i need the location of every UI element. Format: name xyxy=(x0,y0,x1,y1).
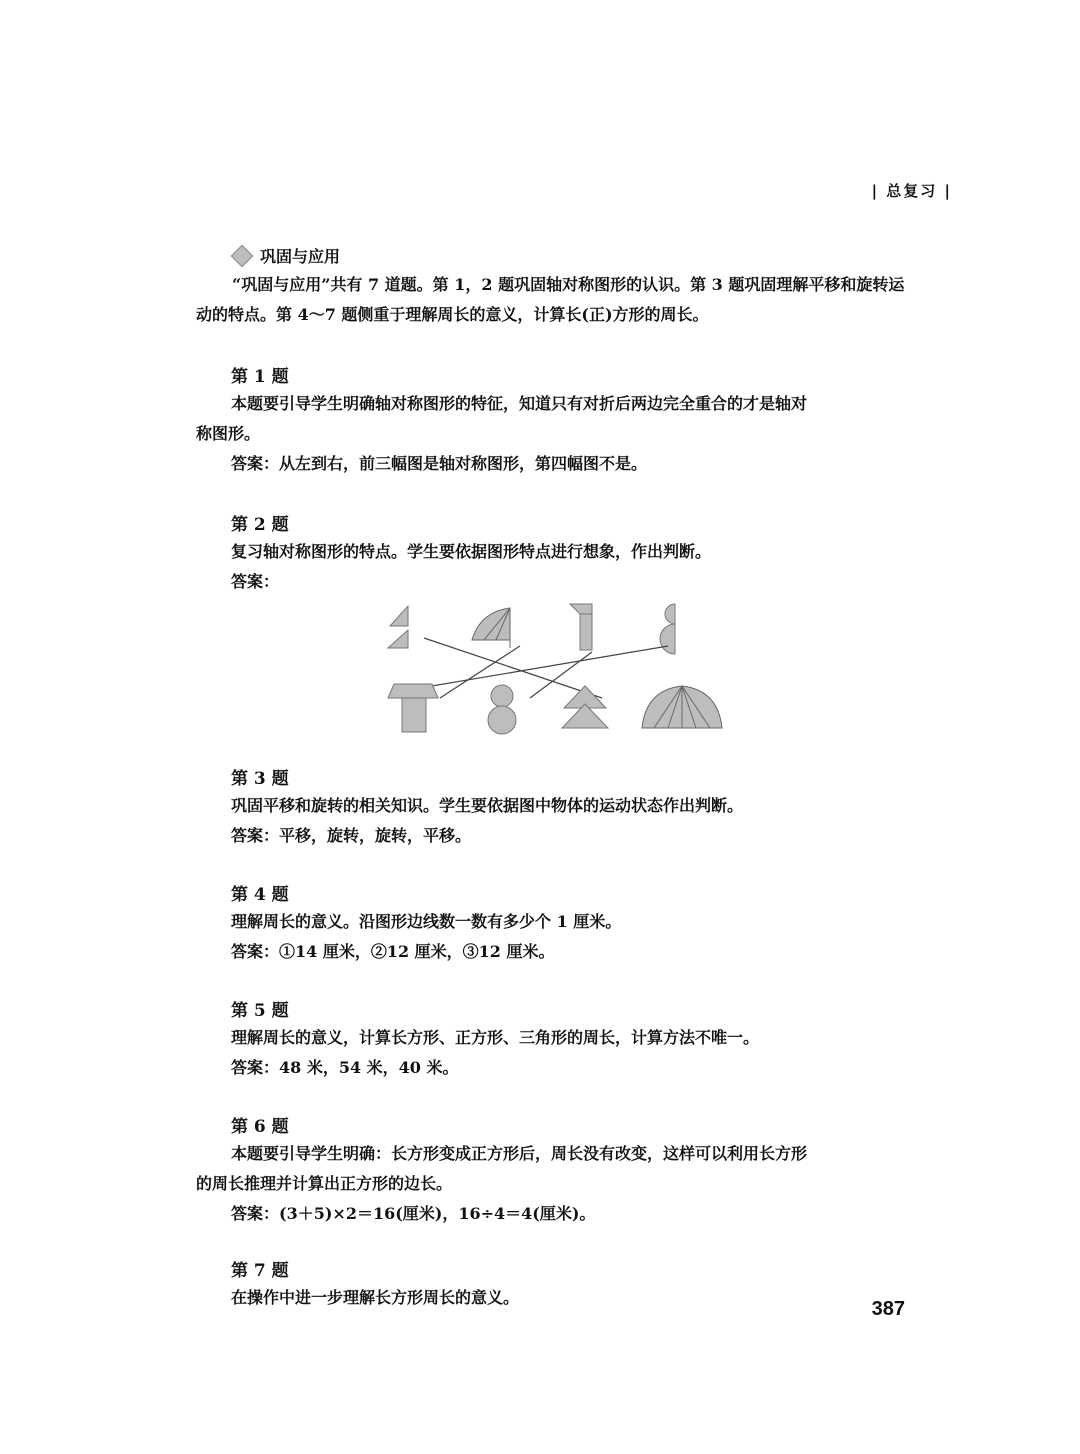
full-tree-shape xyxy=(562,686,608,728)
running-header: | 总复习 | xyxy=(871,182,952,200)
question-1-answer: 答案：从左到右，前三幅图是轴对称图形，第四幅图不是。 xyxy=(231,454,648,473)
half-mushroom-shape xyxy=(570,604,592,650)
question-5-answer: 答案：48 米，54 米，40 米。 xyxy=(231,1058,459,1077)
question-4-answer: 答案：①14 厘米，②12 厘米，③12 厘米。 xyxy=(231,942,555,961)
intro-paragraph: “巩固与应用”共有 7 道题。第 1，2 题巩固轴对称图形的认识。第 3 题巩固理解平移和旋转运动的特点。第 4～7 题侧重于理解周长的意义，计算长(正)方形的周长。 xyxy=(196,275,905,324)
question-3-body: 巩固平移和旋转的相关知识。学生要依据图中物体的运动状态作出判断。 xyxy=(231,796,744,815)
question-4-body: 理解周长的意义。沿图形边线数一数有多少个 1 厘米。 xyxy=(231,912,622,931)
matching-figure xyxy=(380,598,730,738)
page-number: 387 xyxy=(871,1298,905,1320)
question-3-title: 第 3 题 xyxy=(231,769,289,789)
question-7-body: 在操作中进一步理解长方形周长的意义。 xyxy=(231,1288,520,1307)
question-1-body: 本题要引导学生明确轴对称图形的特征，知道只有对折后两边完全重合的才是轴对 xyxy=(231,394,808,413)
section-title xyxy=(234,244,340,267)
question-6-body: 本题要引导学生明确：长方形变成正方形后，周长没有改变，这样可以利用长方形 xyxy=(231,1144,808,1163)
full-snowman-shape xyxy=(488,685,516,734)
question-4-title: 第 4 题 xyxy=(231,885,289,905)
half-umbrella-shape xyxy=(472,608,510,648)
question-2-title: 第 2 题 xyxy=(231,515,289,535)
question-6-answer: 答案：(3＋5)×2＝16(厘米)，16÷4＝4(厘米)。 xyxy=(231,1204,596,1223)
question-2-body: 复习轴对称图形的特点。学生要依据图形特点进行想象，作出判断。 xyxy=(231,542,712,561)
question-5-title: 第 5 题 xyxy=(231,1001,289,1021)
question-2-answer: 答案： xyxy=(231,572,280,591)
question-5-body: 理解周长的意义，计算长方形、正方形、三角形的周长，计算方法不唯一。 xyxy=(231,1028,760,1047)
full-umbrella-shape xyxy=(642,686,722,728)
question-7-title: 第 7 题 xyxy=(231,1261,289,1281)
section-title-text: 巩固与应用 xyxy=(260,247,341,266)
question-1-title: 第 1 题 xyxy=(231,367,289,387)
question-1-body-cont: 称图形。 xyxy=(196,424,261,443)
full-mushroom-shape xyxy=(388,684,438,732)
question-6-title: 第 6 题 xyxy=(231,1117,289,1137)
diamond-icon xyxy=(231,244,254,267)
half-tree-shape xyxy=(388,606,408,648)
matching-lines xyxy=(420,638,668,698)
question-6-body-cont: 的周长推理并计算出正方形的边长。 xyxy=(196,1174,453,1193)
question-3-answer: 答案：平移，旋转，旋转，平移。 xyxy=(231,826,472,845)
